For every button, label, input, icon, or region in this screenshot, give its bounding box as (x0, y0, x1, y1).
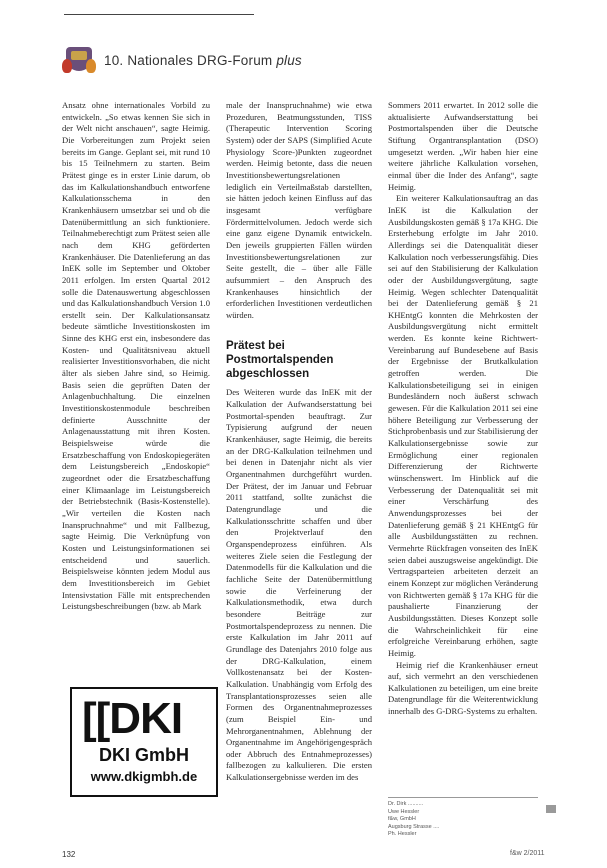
drg-forum-logo-icon (62, 45, 96, 75)
author-line: f&w, GmbH (388, 816, 416, 822)
header-title-plus: plus (276, 52, 302, 68)
author-line: Uwe Hessler (388, 808, 420, 815)
text-column-1 (62, 100, 210, 613)
dki-company-name: DKI GmbH (99, 745, 189, 765)
paragraph: Sommers 2011 erwartet. In 2012 solle die aktualisierte Aufwandserstattung bei Postmortalspenden über die Deutsche Stiftung Organtransplantation (DSO) umgesetzt werden. „Wir haben hier eine weitere jährliche Kalkulation vorsehen, einmal über die Inder des Anfang“, sagte Heimig. (388, 100, 538, 192)
header-title-main: 10. Nationales DRG-Forum (104, 52, 273, 68)
page-header (62, 40, 302, 80)
text-column-2 (226, 100, 372, 784)
author-line: Augsburg Strasse .... (388, 823, 440, 830)
author-info (388, 801, 518, 839)
dki-advertisement[interactable] (70, 687, 218, 797)
section-subheading: Prätest bei Postmortalspenden abgeschlossen (226, 340, 334, 381)
text-column-3 (388, 100, 538, 718)
issue-label: f&w 2/2011 (510, 850, 545, 857)
author-divider (388, 797, 538, 798)
paragraph: male der Inanspruchnahme) wie etwa Prozeduren, Beatmungsstunden, TISS (Therapeutic Intervention Scoring System) oder der SAPS (Simplified Acute Physiology Score-)Punkten zugeordnet werden. Heimig betonte, dass die neuen Investitionsbewertungsrelationen lediglich ein Verteilmaßstab darstellten, sie hätten jedoch keinen Einfluss auf das insgesamt verfügbare Fördermittelvolumen. Jedoch werde sich eine ganz eigene Dynamik entwickeln. Den jeweils gruppierten Fällen würden Investitionsbewertungsrelationen zur Seite gestellt, die – über alle Fälle aufsummiert – den Anspruch des Krankenhauses hinsichtlich der erforderlichen Investitionen verdeutlichen würden. (226, 100, 372, 320)
header-title (104, 53, 302, 68)
dki-website-link[interactable]: www.dkigmbh.de (90, 769, 198, 784)
page-number: 132 (62, 850, 76, 859)
paragraph: Ein weiterer Kalkulationsauftrag an das InEK ist die Kalkulation der Ausbildungskosten gemäß § 17a KHG. Die Ersterhebung erfolgte im Jahr 2010. Allerdings sei die Datenqualität dieser Kalkulation noch verbesserungsfähig. Dies sei auf den Stabilisierung der Kalkulation oder der Ausbildungsvergütung, sagte Heimig. Wegen schlechter Datenqualität bei der Datenlieferung gemäß § 21 KHEntgG konnten die Mehrkosten der Ausbildungsvergütung nicht ermittelt werden. Es konnte keine Richtwert-Vereinbarung auf Bundesebene auf Basis der Ergebnisse der Brutkalkulation getroffen werden. Die Kalkulationsbeteiligung sei in einigen Bundesländern noch äußerst schwach gewesen. Für die Kalkulation 2011 sei eine höhere Beteiligung zur Verbesserung der Stichprobenbasis und zur Stabilisierung der Kalkulationsergebnisse sowie zur Ermöglichung einer regionalen Differenzierung der Richtwerte wünschenswert. Im Hinblick auf die Verbesserung der Datenqualität sei mit einer Verschärfung des Anwendungsprozesses bei der Datenlieferung gemäß § 21 KHEntgG für alle Ausbildungsstätten zu rechnen. Vermehrte Rückfragen vonseiten des InEK seien dabei auszugsweise angekündigt. Die Vertragsparteien arbeiteten derzeit an einem Konzept zur möglichen Veränderung von Richtwerten gemäß § 17a KHG für die paushalierte Finanzierung der Ausbildungsstätten. Dieses Konzept solle die Wahrscheinlichkeit für eine erfolgreiche Vereinbarung erhöhen, sagte Heimig. (388, 193, 538, 658)
author-photo-icon (546, 805, 556, 813)
author-line: Ph. Hessler (388, 831, 417, 837)
paragraph: Heimig rief die Krankenhäuser erneut auf, sich vermehrt an den verschiedenen Kalkulationen zu beteiligen, um eine breite Datengrundlage für die Weiterentwicklung innerhalb des G-DRG-Systems zu erhalten. (388, 659, 538, 717)
paragraph: Ansatz ohne internationales Vorbild zu entwickeln. „So etwas kennen Sie sich in der Welt nicht anschauen“, sagte Heimig. Die Vorbereitungen zum Projekt seien bereits im Gange. Geplant sei, mit rund 10 bis 15 Teilnehmern zu starten. Beim Prätest ginge es in erster Linie darum, ob das im Kalkulationshandbuch entworfene Kalkulationsschema in den Krankenhäusern umsetzbar sei und ob die Datenübermittlung an sich funktioniere. Teilnahmeberechtigt zum Prätest seien alle nach dem KHG geförderten Krankenhäuser. Die Datenlieferung an das InEK solle im September und Oktober 2011 erfolgen. Im ersten Quartal 2012 solle die Datenauswertung abgeschlossen und das Kalkulationshandbuch Version 1.0 erstellt sein. Der Kalkulationsansatz bedeute sämtliche Investitionskosten im Sinne des KHG erst ein, insbesondere das Kosten- und Qualitätsniveau aktuell realisierter Investitionsvorhaben, die nicht älter als sieben Jahre sind, so Heimig. Basis seien die geprüften Daten der Anlagenbuchhaltung. Die einzelnen Investitionskostenmodule beschreiben definierte Ausschnitte der Anlagenausstattung mit ihren Kosten. Beispielsweise würde die Ersatzbeschaffung von Endoskopiegeräten dem Leistungsbereich „Endoskopie“ zugeordnet oder die Ersatzbeschaffung einer Klimaanlage im Leistungsbereich der Betriebstechnik (Basis-Kostenstelle). „Wir verteilen die Kosten nach Inanspruchnahme“ und mit Fallbezug, sagte Heimig. Die Verknüpfung von Kosten und Leistungsinformationen sei entscheidend und sauerlich. Beispielsweise könnten jedem Modul aus dem Investitionsbereich im Gebiet Intensivstation Fälle mit entsprechenden Leistungsbeschreibungen (bzw. ab Mark (62, 100, 210, 612)
dki-logo-mark: [[DKI (82, 694, 183, 743)
top-rule (64, 14, 254, 15)
author-line: Dr. Dirk .......... (388, 801, 424, 807)
paragraph: Des Weiteren wurde das InEK mit der Kalkulation der Aufwandserstattung bei Postmortal-spenden beauftragt. Zur Typisierung aufgrund der neuen Krankenhäuser, sagte Heimig, die bereits an der DRG-Kalkulation teilnehmen und bei denen in Datenjahr nicht als vier Organentnahmen durchgeführt wurden. Der Prätest, der im Januar und Februar 2011 stattfand, sollte zunächst die Datengrundlage und die Kalkulationsschritte schaffen und über den Projektverlauf den Organspendeprozess einführen. Als weiteres Ziele seien die Festlegung der Datenmodells für die Kalkulation und die fachliche Seite der Datenübermittlung sowie die Verfeinerung der Kalkulationsmethodik, etwa durch besondere Beiträge zur Postmortalspendeprozess zu nennen. Die erste Kalkulation im Jahr 2011 auf Grundlage des Datenjahrs 2010 folge aus der DRG-Kalkulation, einem Vollkostenansatz bei der Kosten-Kalkulation. Unabhängig vom Erfolg des Transplantationsprozesses seien alle Formen des Organentnahmeprozesses (zum Beispiel Ein- und Mehrorganentnahmen, Ablehnung der Organentnahme im Angehörigengespräch oder Abbruch des Entnahmeprozesses) fallbezogen zu kalkulieren. Die ersten Kalkulationsergebnisse werden im des (226, 387, 372, 783)
